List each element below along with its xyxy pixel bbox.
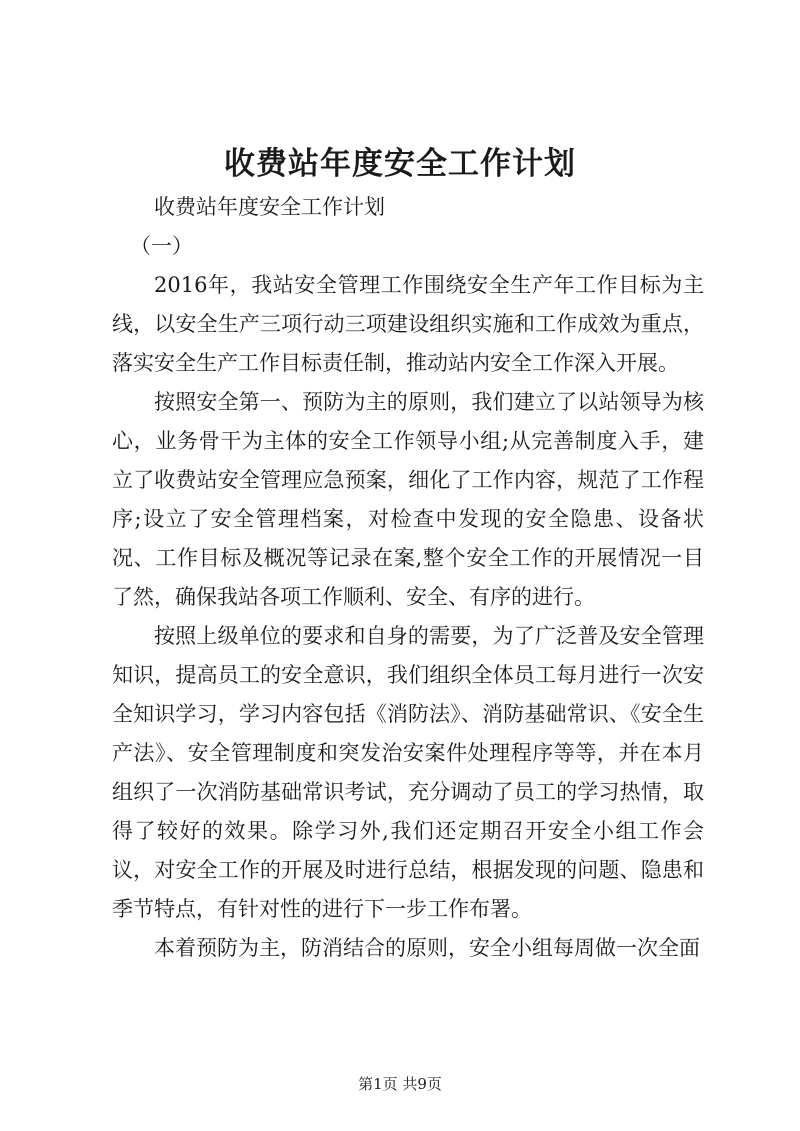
body-paragraph: 本着预防为主，防消结合的原则，安全小组每周做一次全面 <box>154 936 700 960</box>
body-paragraph: 按照安全第一、预防为主的原则，我们建立了以站领导为核心，业务骨干为主体的安全工作领导小组;从完善制度入手，建立了收费站安全管理应急预案，细化了工作内容，规范了工作程序;设立了安全管理档案，对检查中发现的安全隐患、设备状况、工作目标及概况等记录在案,整个安全工作的开展情况一目了然，确保我站各项工作顺利、安全、有序的进行。 <box>112 390 704 609</box>
document-subtitle: 收费站年度安全工作计划 <box>154 195 385 219</box>
body-paragraph: 按照上级单位的要求和自身的需要，为了广泛普及安全管理知识，提高员工的安全意识，我们组织全体员工每月进行一次安全知识学习，学习内容包括《消防法》、消防基础常识、《安全生产法》、安全管理制度和突发治安案件处理程序等等，并在本月组织了一次消防基础常识考试，充分调动了员工的学习热情，取得了较好的效果。除学习外,我们还定期召开安全小组工作会议，对安全工作的开展及时进行总结，根据发现的问题、隐患和季节特点，有针对性的进行下一步工作布署。 <box>112 624 704 921</box>
body-paragraph: 2016年，我站安全管理工作围绕安全生产年工作目标为主线，以安全生产三项行动三项建设组织实施和工作成效为重点，落实安全生产工作目标责任制，推动站内安全工作深入开展。 <box>112 273 704 375</box>
section-marker: （一） <box>130 234 193 258</box>
document-body <box>112 188 704 968</box>
page-number-footer: 第1页 共9页 <box>358 1075 442 1093</box>
document-title: 收费站年度安全工作计划 <box>224 146 576 182</box>
